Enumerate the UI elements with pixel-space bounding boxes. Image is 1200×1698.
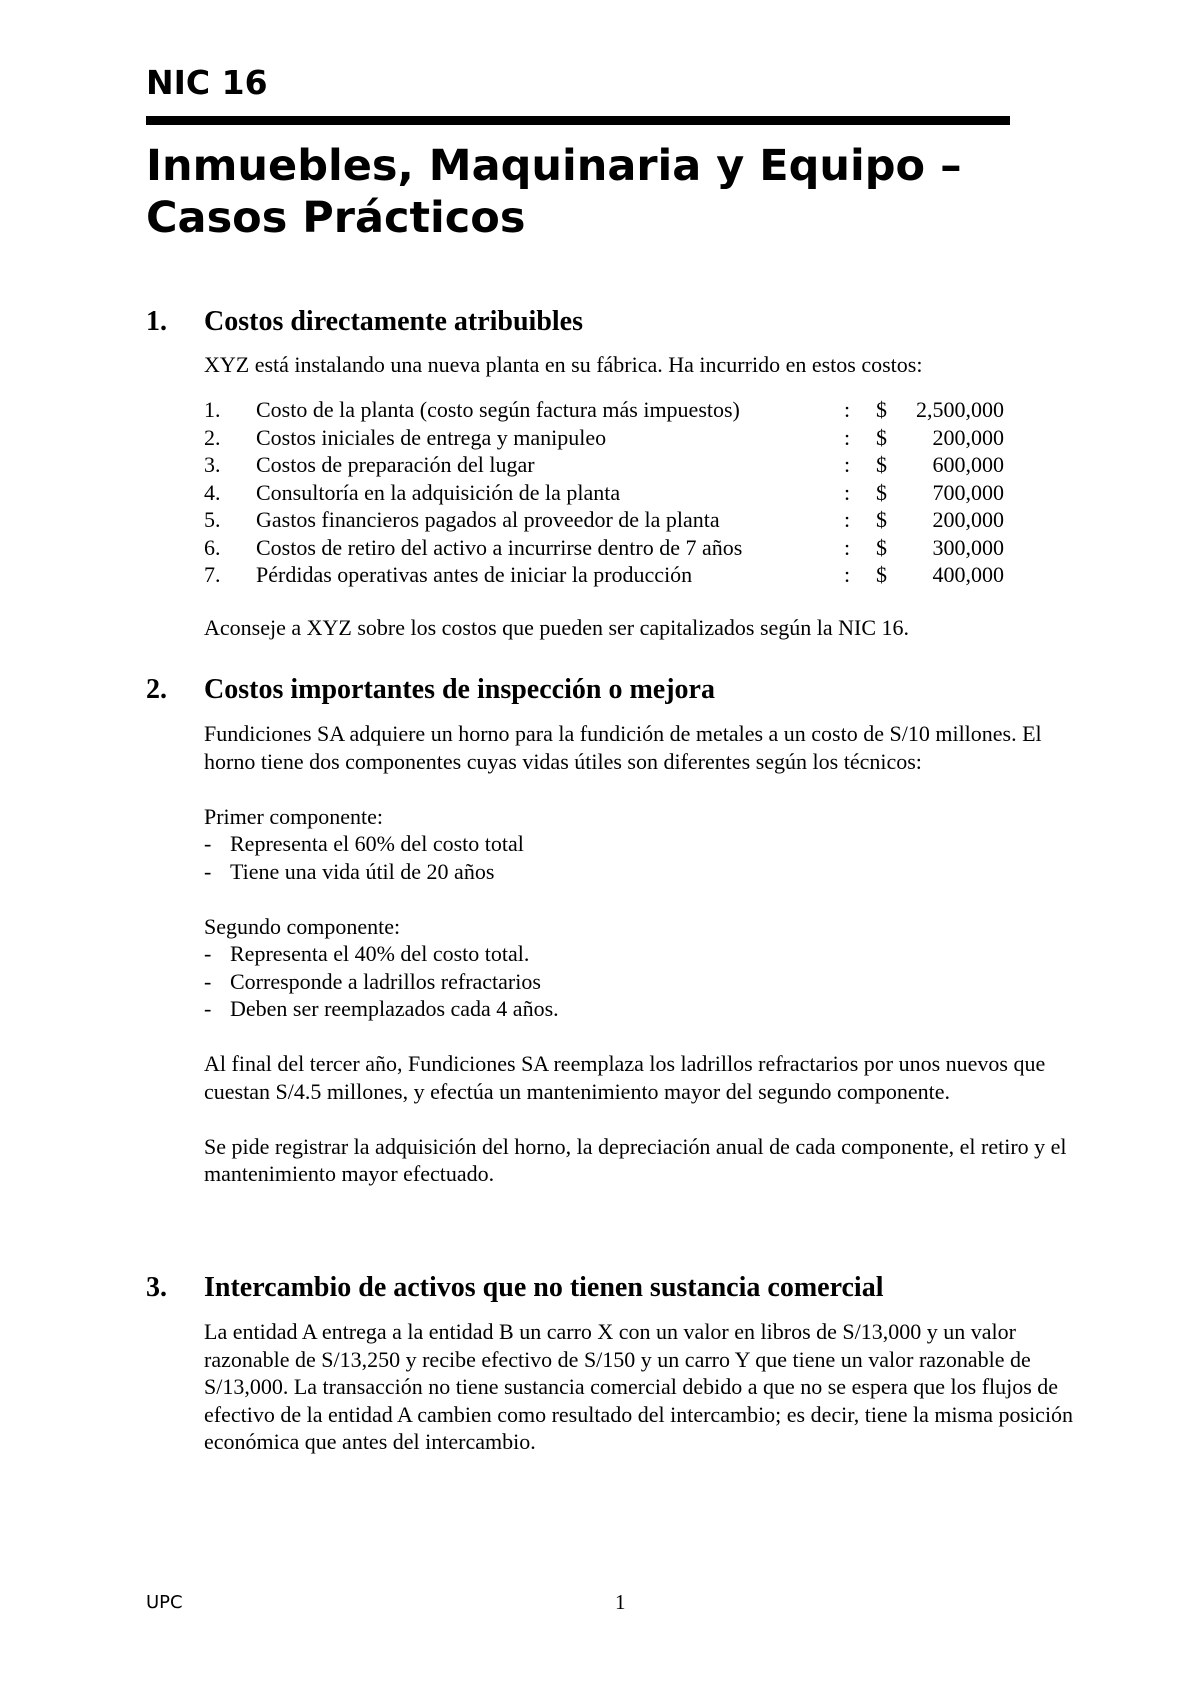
component-2-item: - Representa el 40% del costo total. bbox=[204, 940, 1084, 968]
cost-colon: : bbox=[844, 424, 851, 450]
cost-number: 5. bbox=[204, 507, 221, 532]
cost-colon: : bbox=[844, 397, 851, 422]
section-1-intro-text: XYZ está instalando una nueva planta en su fábrica. Ha incurrido en estos costos: bbox=[204, 352, 923, 377]
footer-label: UPC bbox=[146, 1592, 183, 1613]
component-2-item: - Deben ser reemplazados cada 4 años. bbox=[204, 995, 1084, 1023]
section-1-question-text: Aconseje a XYZ sobre los costos que pueden ser capitalizados según la NIC 16. bbox=[204, 615, 910, 640]
cost-currency: $ bbox=[876, 452, 887, 477]
document-kicker: NIC 16 bbox=[146, 63, 268, 102]
component-1-item: - Representa el 60% del costo total bbox=[204, 830, 1084, 858]
cost-amount: 2,500,000 bbox=[916, 397, 1004, 422]
cost-currency: $ bbox=[876, 507, 887, 532]
cost-currency: $ bbox=[876, 397, 887, 422]
cost-description: Gastos financieros pagados al proveedor de la planta bbox=[256, 507, 720, 532]
cost-number: 2. bbox=[204, 424, 221, 450]
page-number: 1 bbox=[615, 1590, 626, 1614]
section-1-intro bbox=[204, 351, 1084, 379]
cost-colon: : bbox=[844, 479, 851, 505]
section-3-number: 3. bbox=[146, 1272, 167, 1303]
cost-colon: : bbox=[844, 534, 851, 560]
cost-description: Costos de retiro del activo a incurrirse dentro de 7 años bbox=[256, 534, 743, 560]
cost-row bbox=[204, 451, 1004, 479]
cost-amount: 200,000 bbox=[932, 507, 1004, 532]
cost-number: 6. bbox=[204, 534, 221, 560]
cost-amount: 300,000 bbox=[932, 534, 1004, 560]
cost-list bbox=[204, 396, 1004, 589]
cost-row bbox=[204, 424, 1004, 452]
component-2-item: - Corresponde a ladrillos refractarios bbox=[204, 968, 1084, 996]
section-2-number: 2. bbox=[146, 674, 167, 705]
cost-amount: 700,000 bbox=[932, 479, 1004, 505]
cost-number: 1. bbox=[204, 397, 221, 422]
section-3-heading bbox=[146, 1272, 883, 1304]
cost-colon: : bbox=[844, 562, 851, 587]
cost-row bbox=[204, 396, 1004, 424]
section-2-paragraph: Al final del tercer año, Fundiciones SA reemplaza los ladrillos refractarios por unos nuevos que cuestan S/4.5 millones, y efectúa un mantenimiento mayor del segundo componente. bbox=[204, 1051, 1046, 1104]
component-1-title: Primer componente: bbox=[204, 803, 384, 829]
cost-amount: 200,000 bbox=[932, 424, 1004, 450]
cost-description: Consultoría en la adquisición de la planta bbox=[256, 479, 621, 505]
header-rule bbox=[146, 116, 1010, 125]
section-3-paragraph: La entidad A entrega a la entidad B un carro X con un valor en libros de S/13,000 y un valor razonable de S/13,250 y recibe efectivo de S/150 y un carro Y que tiene un valor razonable de S/13,000. La transacción no tiene sustancia comercial debido a que no se espera que los flujos de efectivo de la entidad A cambien como resultado del intercambio; es decir, tiene la misma posición económica que antes del intercambio. bbox=[204, 1319, 1074, 1454]
cost-colon: : bbox=[844, 452, 851, 477]
section-2-body bbox=[204, 720, 1084, 1188]
section-2-paragraph: Se pide registrar la adquisición del horno, la depreciación anual de cada componente, el retiro y el mantenimiento mayor efectuado. bbox=[204, 1133, 1067, 1186]
cost-description: Pérdidas operativas antes de iniciar la producción bbox=[256, 562, 693, 587]
cost-description: Costos de preparación del lugar bbox=[256, 452, 535, 477]
cost-number: 3. bbox=[204, 452, 221, 477]
cost-currency: $ bbox=[876, 479, 887, 505]
section-1-title: Costos directamente atribuibles bbox=[204, 306, 583, 337]
cost-currency: $ bbox=[876, 534, 887, 560]
cost-row bbox=[204, 534, 1004, 562]
section-2-intro: Fundiciones SA adquiere un horno para la fundición de metales a un costo de S/10 millones. El horno tiene dos componentes cuyas vidas útiles son diferentes según los técnicos: bbox=[204, 721, 1042, 774]
cost-description: Costo de la planta (costo según factura más impuestos) bbox=[256, 397, 740, 422]
cost-currency: $ bbox=[876, 562, 887, 587]
cost-colon: : bbox=[844, 507, 851, 532]
section-3-body bbox=[204, 1318, 1084, 1456]
cost-currency: $ bbox=[876, 424, 887, 450]
cost-number: 7. bbox=[204, 562, 221, 587]
cost-description: Costos iniciales de entrega y manipuleo bbox=[256, 424, 607, 450]
cost-row bbox=[204, 479, 1004, 507]
cost-amount: 400,000 bbox=[932, 562, 1004, 587]
cost-number: 4. bbox=[204, 479, 221, 505]
section-2-heading bbox=[146, 674, 715, 706]
component-1-item: - Tiene una vida útil de 20 años bbox=[204, 858, 1084, 886]
cost-row bbox=[204, 561, 1004, 589]
section-1-heading bbox=[146, 306, 583, 338]
section-3-title: Intercambio de activos que no tienen sustancia comercial bbox=[204, 1272, 884, 1303]
section-2-title: Costos importantes de inspección o mejora bbox=[204, 674, 715, 705]
section-1-number: 1. bbox=[146, 306, 167, 337]
cost-row bbox=[204, 506, 1004, 534]
document-title: Inmuebles, Maquinaria y Equipo – Casos Prácticos bbox=[146, 141, 962, 243]
cost-amount: 600,000 bbox=[932, 452, 1004, 477]
component-2-title: Segundo componente: bbox=[204, 913, 401, 939]
section-1-question bbox=[204, 614, 1084, 642]
